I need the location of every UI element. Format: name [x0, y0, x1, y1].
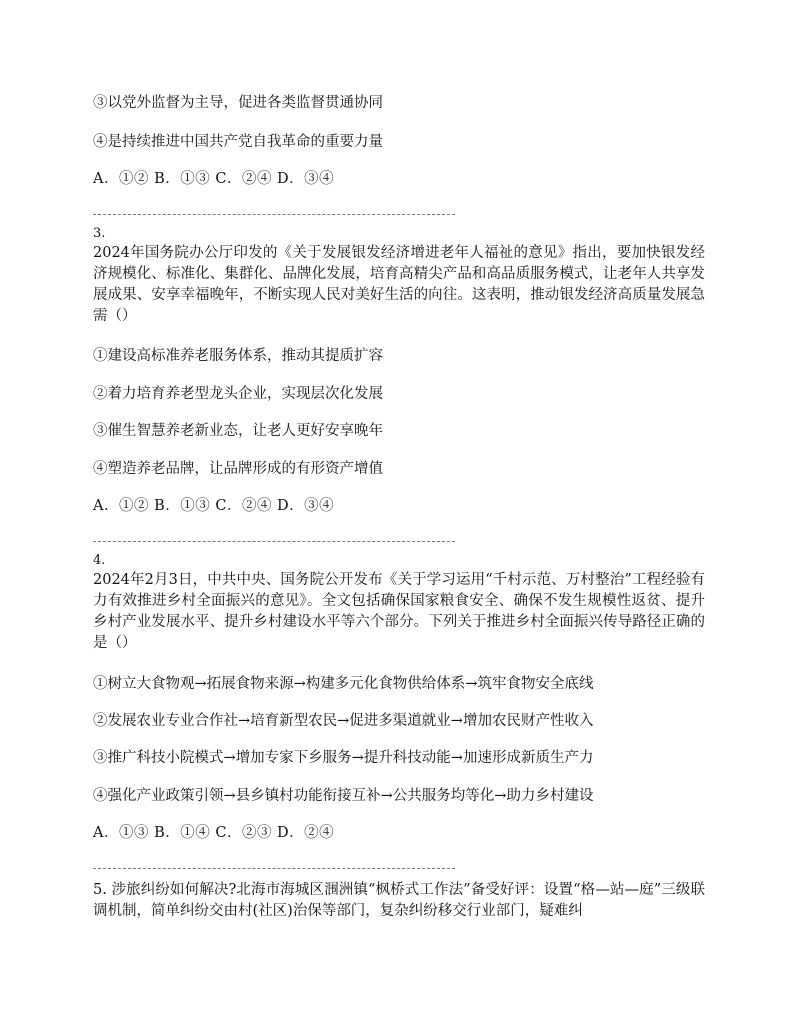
q3-option-4: ④塑造养老品牌，让品牌形成的有形资产增值: [93, 461, 383, 477]
question-divider: [93, 541, 455, 542]
q2-option-4: ④是持续推进中国共产党自我革命的重要力量: [93, 134, 383, 150]
q4-answer-choices: A．①③ B．①④ C．②③ D．②④: [93, 825, 335, 841]
q3-answer-choices: A．①② B．①③ C．②④ D．③④: [93, 498, 335, 514]
question-divider: [93, 868, 455, 869]
question-divider: [93, 214, 455, 215]
q2-option-3: ③以党外监督为主导，促进各类监督贯通协同: [93, 95, 383, 111]
q4-option-1: ①树立大食物观→拓展食物来源→构建多元化食物供给体系→筑牢食物安全底线: [93, 676, 594, 692]
q4-option-4: ④强化产业政策引领→县乡镇村功能衔接互补→公共服务均等化→助力乡村建设: [93, 788, 594, 804]
q3-option-1: ①建设高标准养老服务体系，推动其提质扩容: [93, 348, 383, 364]
q3-number: 3.: [93, 226, 106, 241]
q4-stem: 2024年2月3日，中共中央、国务院公开发布《关于学习运用“千村示范、万村整治”工程经验有力有效推进乡村全面振兴的意见》。全文包括确保国家粮食安全、确保不发生规模性返贫、提升乡村产业发展水平、提升乡村建设水平等六个部分。下列关于推进乡村全面振兴传导路径正确的是（）: [93, 572, 705, 651]
q3-stem: 2024年国务院办公厅印发的《关于发展银发经济增进老年人福祉的意见》指出，要加快银发经济规模化、标准化、集群化、品牌化发展，培育高精尖产品和高品质服务模式，让老年人共享发展成果、安享幸福晚年，不断实现人民对美好生活的向往。这表明，推动银发经济高质量发展急需（）: [93, 245, 705, 324]
q5-stem: 5. 涉旅纠纷如何解决?北海市海城区涠洲镇“枫桥式工作法”备受好评：设置“格—站—庭”三级联调机制，简单纠纷交由村(社区)治保等部门，复杂纠纷移交行业部门，疑难纠: [93, 882, 705, 919]
q2-answer-choices: A．①② B．①③ C．②④ D．③④: [93, 171, 335, 187]
q3-option-3: ③催生智慧养老新业态，让老人更好安享晚年: [93, 423, 383, 439]
q4-option-3: ③推广科技小院模式→增加专家下乡服务→提升科技动能→加速形成新质生产力: [93, 750, 594, 766]
q4-number: 4.: [93, 553, 106, 568]
q4-option-2: ②发展农业专业合作社→培育新型农民→促进多渠道就业→增加农民财产性收入: [93, 713, 594, 729]
q3-option-2: ②着力培育养老型龙头企业，实现层次化发展: [93, 386, 383, 402]
